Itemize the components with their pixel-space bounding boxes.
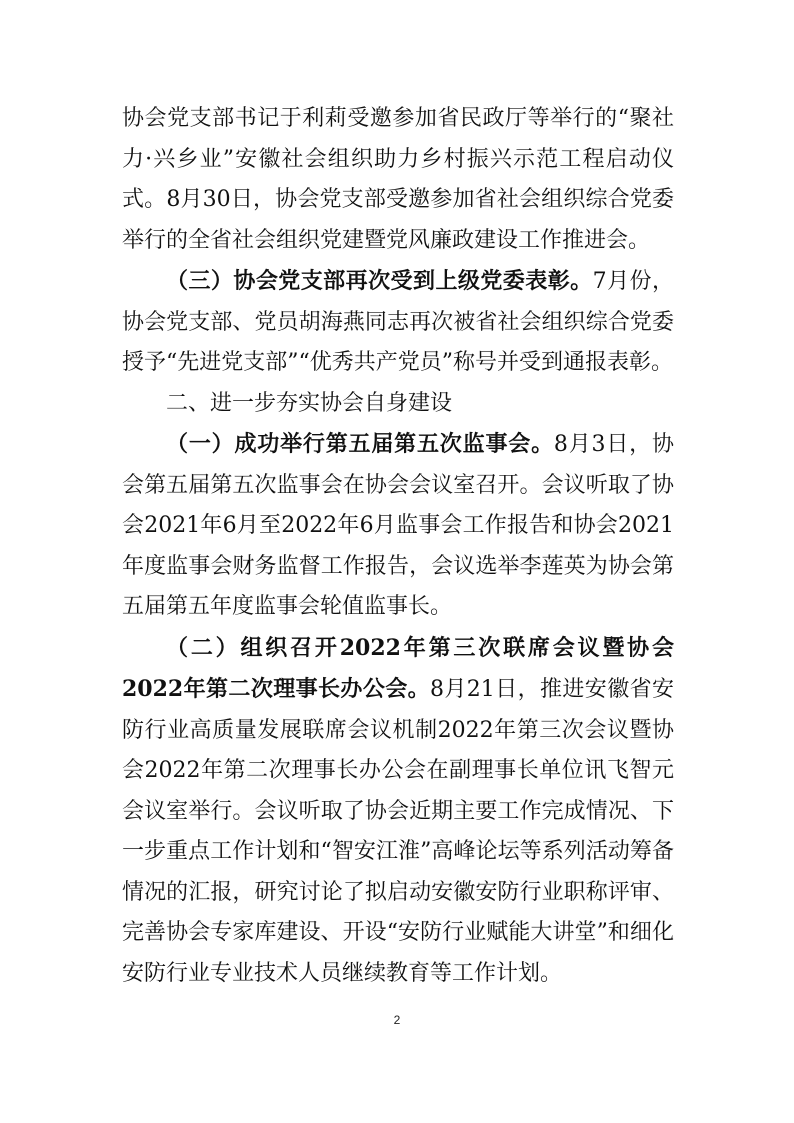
paragraph-text: 协会党支部书记于利莉受邀参加省民政厅等举行的“聚社力·兴乡业”安徽社会组织助力乡村振兴示范工程启动仪式。8月30日，协会党支部受邀参加省社会组织综合党委举行的全省社会组织党建暨党风廉政建设工作推进会。 [122,106,674,253]
paragraph-joint-meeting [122,628,674,995]
document-body [122,99,674,994]
page-number: 2 [393,1013,401,1027]
paragraph-heading: （三）协会党支部再次受到上级党委表彰。 [166,268,593,294]
paragraph-supervisory-board [122,424,674,628]
paragraph-text: 8月21日，推进安徽省安防行业高质量发展联席会议机制2022年第三次会议暨协会2022年第二次理事长办公会在副理事长单位讯飞智元会议室举行。会议听取了协会近期主要工作完成情况、下一步重点工作计划和“智安江淮”高峰论坛等系列活动筹备情况的汇报，研究讨论了拟启动安徽安防行业职称评审、完善协会专家库建设、开设“安防行业赋能大讲堂”和细化安防行业专业技术人员继续教育等工作计划。 [122,677,674,986]
paragraph-heading: （一）成功举行第五届第五次监事会。 [166,431,554,457]
paragraph-commendation [122,261,674,384]
paragraph-party-events [122,99,674,261]
section-heading-self-building [122,384,674,425]
paragraph-text: 8月3日，协会第五届第五次监事会在协会会议室召开。会议听取了协会2021年6月至2022年6月监事会工作报告和协会2021年度监事会财务监督工作报告，会议选举李莲英为协会第五届第五年度监事会轮值监事长。 [122,432,674,619]
paragraph-text: 7月份，协会党支部、党员胡海燕同志再次被省社会组织综合党委授予“先进党支部”“优秀共产党员”称号并受到通报表彰。 [122,269,674,375]
paragraph-heading: （二）组织召开2022年第三次联席会议暨协会2022年第二次理事长办公会。 [122,634,674,702]
section-heading-text: 二、进一步夯实协会自身建设 [166,390,453,416]
